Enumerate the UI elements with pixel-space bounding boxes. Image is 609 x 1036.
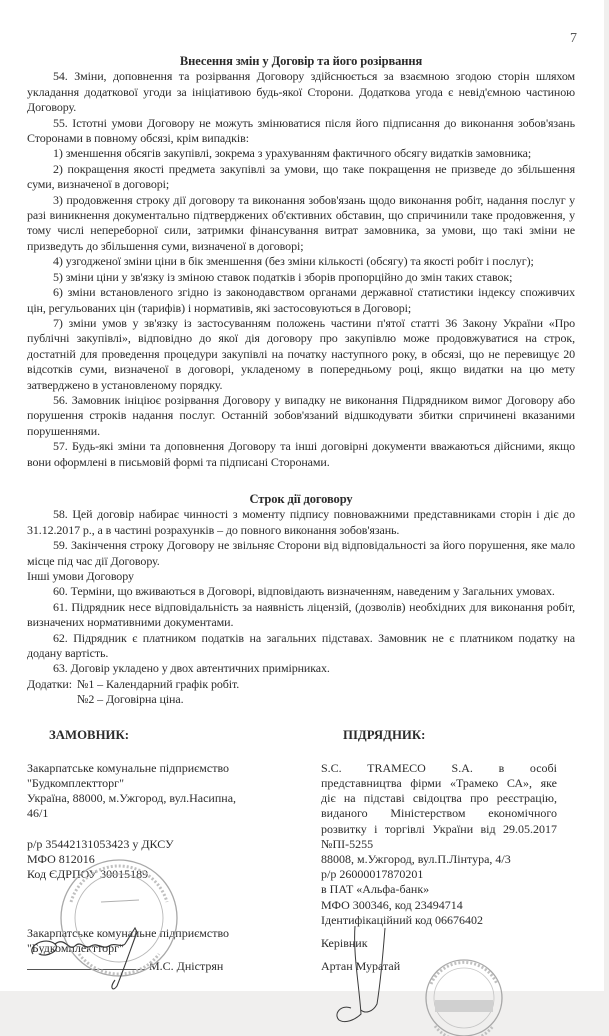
signature-underline xyxy=(27,957,145,970)
contractor-id-code: Ідентифікаційний код 06676402 xyxy=(321,912,484,927)
clause-55-item-6: 6) зміни встановленого згідно із законодавством органами державної статистики індексу споживчих цін, регульованих цін (тарифів) і нормативів, які застосовуються в Договорі; xyxy=(27,285,575,315)
customer-name-line-2: "Будкомплектторг" xyxy=(27,776,124,791)
contractor-title: ПІДРЯДНИК: xyxy=(343,727,426,742)
clause-61: 61. Підрядник несе відповідальність за наявність ліцензій, (дозволів) необхідних для виконання робіт, визначених нормативними документами. xyxy=(27,599,575,630)
clause-55-item-1: 1) зменшення обсягів закупівлі, зокрема з урахуванням фактичного обсягу видатків замовника; xyxy=(53,146,532,161)
section-heading-term: Строк дії договору xyxy=(249,491,353,506)
customer-signature-line xyxy=(27,957,245,974)
contractor-intro-line-1: S.C. TRAMECO S.A. в особі xyxy=(321,760,557,775)
clause-62: 62. Підрядник є платником податків на загальних підставах. Замовник не є платником податку на додану вартість. xyxy=(27,630,575,661)
clause-55-item-4: 4) узгодженої зміни ціни в бік зменшення (без зміни кількості (обсягу) та якості робіт і послуг); xyxy=(53,254,534,269)
clause-59: 59. Закінчення строку Договору не звільняє Сторони від відповідальності за його порушення, яке мало місце під час дії Договору. xyxy=(27,538,575,568)
contractor-registration: №ПІ-5255 xyxy=(321,836,374,851)
clause-58: 58. Цей договір набирає чинності з моменту підпису повноважними представниками сторін і діє до 31.12.2017 р., а в частині розрахунків – до повного виконання зобов'язань. xyxy=(27,507,575,537)
contractor-bank: в ПАТ «Альфа-банк» xyxy=(321,882,430,897)
section-gap xyxy=(27,470,575,492)
contractor-signatory: Артан Муратай xyxy=(321,959,401,974)
customer-edrpou: Код ЄДРПОУ 30015189 xyxy=(27,867,149,882)
customer-signatory: М.С. Дністрян xyxy=(149,958,224,973)
customer-title: ЗАМОВНИК: xyxy=(49,727,130,742)
clause-55-item-2: 2) покращення якості предмета закупівлі за умови, що таке покращення не призведе до збільшення суми, визначеної в договорі; xyxy=(27,161,575,192)
clause-57: 57. Будь-які зміни та доповнення Договору та інші договірні документи вважаються дійсними, якщо вони оформлені в письмовій формі та підписані Сторонами. xyxy=(27,439,575,469)
customer-sign-name-line-1: Закарпатське комунальне підприємство xyxy=(27,926,230,941)
customer-mfo: МФО 812016 xyxy=(27,851,95,866)
clause-54: 54. Зміни, доповнення та розірвання Договору здійснюється за взаємною згодою сторін шляхом укладання додаткової угоди за ініціативою будь-якої Сторони. Додаткова угода є невід'ємною частиною Договору. xyxy=(27,69,575,115)
contractor-intro-line-3: діє на підставі свідоцтва про реєстрацію, xyxy=(321,791,557,806)
clause-55: 55. Істотні умови Договору не можуть змінюватися після його підписання до виконання зобов'язань Сторонами в повному обсязі, крім випадків: xyxy=(27,115,575,146)
clause-55-item-5: 5) зміни ціни у зв'язку із зміною ставок податків і зборів пропорційно до змін таких ставок; xyxy=(53,269,513,284)
clause-60: 60. Терміни, що вживаються в Договорі, відповідають визначенням, наведеним у Загальних умовах. xyxy=(53,584,555,599)
signatures-section xyxy=(27,728,557,975)
clause-56: 56. Замовник ініціює розірвання Договору у випадку не виконання Підрядником вимог Договору або порушення строків надання послуг. Останній зобов'язаний відшкодувати збитки спричинені вказаними порушеннями. xyxy=(27,392,575,438)
contractor-address: 88008, м.Ужгород, вул.П.Лінтура, 4/3 xyxy=(321,852,511,867)
contractor-block xyxy=(321,728,557,975)
contractor-intro-line-2: представництва фірми «Трамеко СА», яке xyxy=(321,776,557,791)
clause-55-item-7: 7) зміни умов у зв'язку із застосуванням положень частини п'ятої статті 36 Закону України «Про публічні закупівлі», відповідно до якої дія договору про закупівлю може продовжуватися на строк, достатній для проведення процедури закупівлі на початку наступного року, в обсязі, що не перевищує 20 відсотків суми, визначеної в договорі, укладеному в попередньому році, якщо видатки на цю мету затверджено в установленому порядку. xyxy=(27,315,575,392)
contractor-intro-line-4: виданого Міністерством економічного xyxy=(321,806,557,821)
clause-63: 63. Договір укладено у двох автентичних примірниках. xyxy=(53,661,330,676)
attachments-label: Додатки: xyxy=(27,676,72,691)
customer-address: Україна, 88000, м.Ужгород, вул.Насипна, 46/1 xyxy=(27,791,237,821)
attachment-2: №2 – Договірна ціна. xyxy=(77,692,184,707)
section-heading-amendments: Внесення змін у Договір та його розірвання xyxy=(179,54,423,68)
customer-name-line-1: Закарпатське комунальне підприємство xyxy=(27,760,230,775)
customer-account: р/р 35442131053423 у ДКСУ xyxy=(27,836,174,851)
document-body xyxy=(27,54,575,708)
contractor-account: р/р 26000017870201 xyxy=(321,867,424,882)
clause-55-item-3: 3) продовження строку дії договору та виконання зобов'язань щодо виконання робіт, надання послуг у разі виникнення документально підтверджених об'єктивних обставин, що спричинили таке продовження, у тому числі непереборної сили, затримки фінансування витрат замовника, за умови, що такі зміни не призведуть до збільшення суми, визначеної в договорі; xyxy=(27,192,575,253)
attachment-1: №1 – Календарний графік робіт. xyxy=(77,676,240,691)
customer-sign-name-line-2: "Будкомплектторг" xyxy=(27,941,124,956)
page-number: 7 xyxy=(570,31,577,46)
customer-block xyxy=(27,728,245,975)
subheading-other-terms: Інші умови Договору xyxy=(27,569,134,583)
contractor-intro-line-5: розвитку і торгівлі України від 29.05.2017 xyxy=(321,821,557,836)
contractor-position: Керівник xyxy=(321,936,368,951)
contractor-mfo-code: МФО 300346, код 23494714 xyxy=(321,897,463,912)
attachments xyxy=(27,677,575,692)
